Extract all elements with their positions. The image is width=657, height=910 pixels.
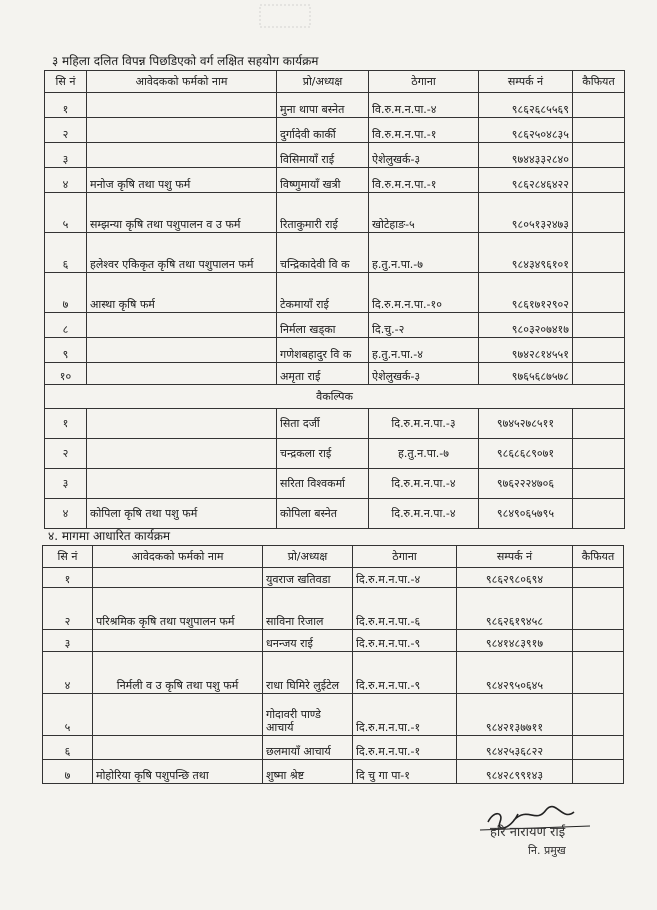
header-address: ठेगाना [369,71,479,93]
table-row [45,233,625,273]
cell-contact: ९८६२५०४८३५ [479,118,573,143]
cell-owner: शुष्मा श्रेष्ट [263,760,353,784]
cell-owner: दुर्गादेवी कार्की [277,118,369,143]
cell-owner: रिताकुमारी राई [277,193,369,233]
cell-remark [573,469,625,499]
cell-sn: ३ [45,143,87,168]
cell-owner: चन्द्रकला राई [277,439,369,469]
cell-address: दि चु गा पा-१ [353,760,457,784]
cell-remark [573,273,625,313]
cell-contact: ९८६८६८९०७१ [479,439,573,469]
cell-sn: १ [43,568,93,588]
cell-address: ह.तु.न.पा.-४ [369,338,479,363]
cell-address: दि.चु.-२ [369,313,479,338]
cell-remark [573,760,624,784]
cell-owner: चन्द्रिकादेवी वि क [277,233,369,273]
cell-contact: ९७६२२२४७०६ [479,469,573,499]
cell-remark [573,338,625,363]
cell-address: ह.तु.न.पा.-७ [369,439,479,469]
cell-sn: २ [43,588,93,630]
cell-remark [573,118,625,143]
cell-sn: २ [45,118,87,143]
cell-firm: कोपिला कृषि तथा पशु फर्म [87,499,277,529]
cell-remark [573,652,624,694]
header-firm: आवेदकको फर्मको नाम [93,546,263,568]
table-row [45,363,625,385]
cell-address: दि.रु.म.न.पा.-१० [369,273,479,313]
cell-remark [573,313,625,338]
section-1-table [44,70,625,529]
table-row [45,143,625,168]
table-row [45,273,625,313]
cell-firm: मोहोरिया कृषि पशुपन्छि तथा [93,760,263,784]
alternative-label-row [45,385,625,409]
signature-name: हरि नारायण राई [490,825,566,840]
cell-contact: ९८६१७१२९०२ [479,273,573,313]
cell-sn: ८ [45,313,87,338]
cell-firm [87,363,277,385]
cell-remark [573,409,625,439]
cell-owner: सरिता विश्वकर्मा [277,469,369,499]
cell-firm [87,143,277,168]
cell-owner: निर्मला खड्का [277,313,369,338]
cell-firm [87,118,277,143]
cell-firm [87,93,277,118]
cell-firm [87,313,277,338]
cell-owner: कोपिला बस्नेत [277,499,369,529]
cell-contact: ९७४२८१४५५१ [479,338,573,363]
section-2-table [42,545,624,784]
table-row [43,736,624,760]
cell-contact: ९८४२८९९१४३ [457,760,573,784]
cell-sn: ५ [43,694,93,736]
table-header-row [43,546,624,568]
header-sn: सि नं [43,546,93,568]
cell-owner: साविना रिजाल [263,588,353,630]
cell-owner: राधा घिमिरे लुईटेल [263,652,353,694]
cell-address: दि.रु.म.न.पा.-१ [353,736,457,760]
cell-remark [573,736,624,760]
cell-remark [573,363,625,385]
cell-owner: युवराज खतिवडा [263,568,353,588]
cell-address: दि.रु.म.न.पा.-६ [353,588,457,630]
cell-firm [93,736,263,760]
header-contact: सम्पर्क नं [479,71,573,93]
cell-sn: २ [45,439,87,469]
cell-remark [573,233,625,273]
cell-contact: ९८४९०६५७९५ [479,499,573,529]
cell-sn: ७ [45,273,87,313]
cell-owner: धनन्जय राई [263,630,353,652]
cell-contact: ९८४३४९६१०१ [479,233,573,273]
cell-owner: गोदावरी पाण्डे आचार्य [263,694,353,736]
cell-sn: ५ [45,193,87,233]
cell-remark [573,630,624,652]
cell-sn: १० [45,363,87,385]
cell-firm [87,338,277,363]
cell-address: खोटेहाङ-५ [369,193,479,233]
header-remark: कैफियत [573,71,625,93]
cell-owner: विष्णुमायाँ खत्री [277,168,369,193]
cell-remark [573,168,625,193]
alternative-label: वैकल्पिक [45,385,625,409]
cell-firm [93,630,263,652]
cell-firm: हलेश्वर एकिकृत कृषि तथा पशुपालन फर्म [87,233,277,273]
cell-firm [93,694,263,736]
cell-firm [87,409,277,439]
cell-address: वि.रु.म.न.पा.-१ [369,118,479,143]
section-1-title: ३ महिला दलित विपन्न पिछडिएको वर्ग लक्षित सहयोग कार्यक्रम [52,54,319,68]
table-row [43,588,624,630]
cell-sn: ६ [45,233,87,273]
header-firm: आवेदकको फर्मको नाम [87,71,277,93]
cell-firm: सम्झन्या कृषि तथा पशुपालन व उ फर्म [87,193,277,233]
table-row [45,439,625,469]
cell-sn: ६ [43,736,93,760]
cell-address: दि.रु.म.न.पा.-४ [369,469,479,499]
cell-contact: ९७४५२७८५११ [479,409,573,439]
cell-contact: ९८६२८४६४२२ [479,168,573,193]
cell-sn: ९ [45,338,87,363]
cell-address: ह.तु.न.पा.-७ [369,233,479,273]
cell-owner: अमृता राई [277,363,369,385]
table-row [45,193,625,233]
cell-contact: ९८४२५३६८२२ [457,736,573,760]
cell-sn: ३ [43,630,93,652]
faint-stamp-mark [255,2,315,32]
cell-address: वि.रु.म.न.पा.-१ [369,168,479,193]
cell-owner: सिता दर्जी [277,409,369,439]
header-remark: कैफियत [573,546,624,568]
cell-sn: ३ [45,469,87,499]
header-contact: सम्पर्क नं [457,546,573,568]
cell-firm: आस्था कृषि फर्म [87,273,277,313]
cell-owner: मुना थापा बस्नेत [277,93,369,118]
cell-address: दि.रु.म.न.पा.-१ [353,694,457,736]
cell-remark [573,93,625,118]
table-header-row [45,71,625,93]
cell-remark [573,588,624,630]
table-row [45,168,625,193]
cell-firm: मनोज कृषि तथा पशु फर्म [87,168,277,193]
cell-firm: निर्मली व उ कृषि तथा पशु फर्म [93,652,263,694]
cell-owner: विसिमायाँ राई [277,143,369,168]
table-row [43,652,624,694]
cell-owner: छलमायाँ आचार्य [263,736,353,760]
cell-contact: ९७६५६८७५७८ [479,363,573,385]
cell-remark [573,143,625,168]
table-row [43,760,624,784]
cell-contact: ९८६२६१९४५८ [457,588,573,630]
table-row [45,313,625,338]
cell-sn: ४ [43,652,93,694]
table-row [45,469,625,499]
cell-sn: ७ [43,760,93,784]
header-address: ठेगाना [353,546,457,568]
cell-remark [573,193,625,233]
header-sn: सि नं [45,71,87,93]
cell-contact: ९८४२१३७७११ [457,694,573,736]
cell-address: दि.रु.म.न.पा.-९ [353,630,457,652]
cell-address: ऐशेलुखर्क-३ [369,143,479,168]
table-row [43,568,624,588]
cell-contact: ९८४२९५०६४५ [457,652,573,694]
cell-address: दि.रु.म.न.पा.-४ [369,499,479,529]
cell-firm [87,439,277,469]
cell-sn: ४ [45,168,87,193]
table-row [45,118,625,143]
cell-contact: ९८६२६८५५६९ [479,93,573,118]
cell-remark [573,568,624,588]
cell-owner: टेकमायाँ राई [277,273,369,313]
cell-contact: ९७४४३३२८४० [479,143,573,168]
cell-contact: ९८६२९८०६९४ [457,568,573,588]
cell-firm: परिश्रमिक कृषि तथा पशुपालन फर्म [93,588,263,630]
cell-remark [573,499,625,529]
cell-address: दि.रु.म.न.पा.-९ [353,652,457,694]
signature-designation: नि. प्रमुख [528,844,566,857]
cell-firm [87,469,277,499]
cell-address: ऐशेलुखर्क-३ [369,363,479,385]
handwritten-signature [470,800,620,860]
cell-firm [93,568,263,588]
cell-contact: ९८०५१३२४७३ [479,193,573,233]
cell-sn: ४ [45,499,87,529]
table-row [45,409,625,439]
cell-remark [573,439,625,469]
header-owner: प्रो/अध्यक्ष [277,71,369,93]
table-row [45,93,625,118]
cell-contact: ९८०३२०७४१७ [479,313,573,338]
cell-remark [573,694,624,736]
cell-owner: गणेशबहादुर वि क [277,338,369,363]
cell-address: दि.रु.म.न.पा.-३ [369,409,479,439]
table-row [45,499,625,529]
cell-sn: १ [45,409,87,439]
cell-sn: १ [45,93,87,118]
table-row [43,694,624,736]
section-2-title: ४. मागमा आधारित कार्यक्रम [48,529,171,543]
header-owner: प्रो/अध्यक्ष [263,546,353,568]
cell-address: वि.रु.म.न.पा.-४ [369,93,479,118]
table-row [43,630,624,652]
cell-address: दि.रु.म.न.पा.-४ [353,568,457,588]
cell-contact: ९८४१४८३९१७ [457,630,573,652]
table-row [45,338,625,363]
